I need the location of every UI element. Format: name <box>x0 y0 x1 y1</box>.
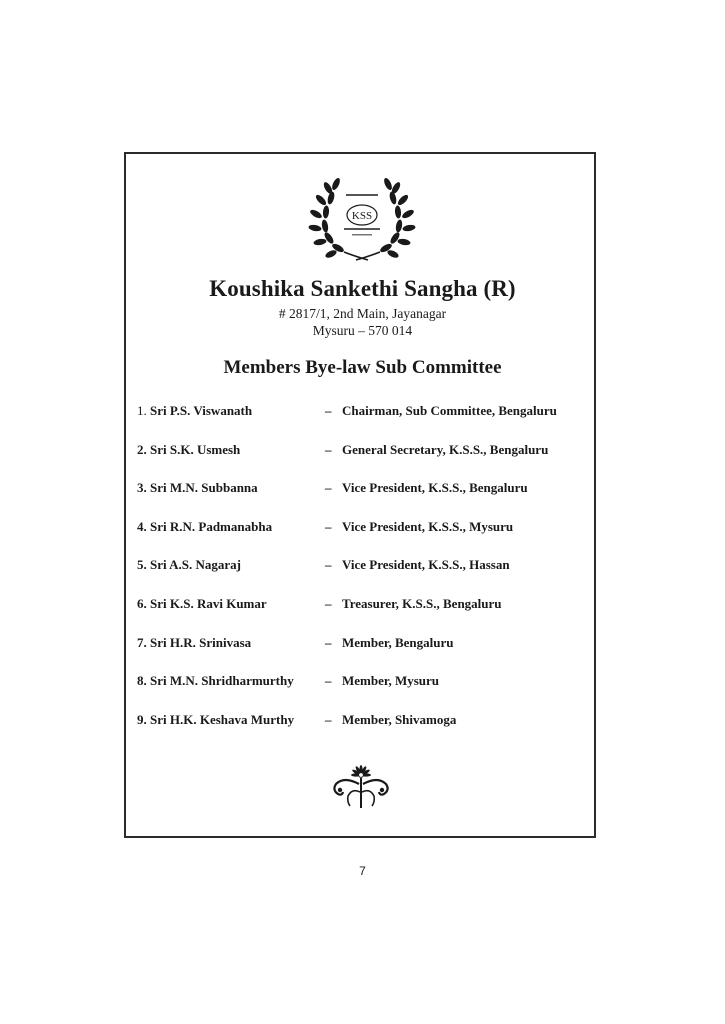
member-number: 3. <box>137 480 147 496</box>
member-name: Sri M.N. Shridharmurthy <box>150 673 294 689</box>
member-role: Vice President, K.S.S., Bengaluru <box>342 480 528 496</box>
member-row <box>137 403 587 442</box>
member-row <box>137 635 587 674</box>
member-role: Vice President, K.S.S., Hassan <box>342 557 510 573</box>
member-row <box>137 480 587 519</box>
member-role: General Secretary, K.S.S., Bengaluru <box>342 441 549 457</box>
member-role: Treasurer, K.S.S., Bengaluru <box>342 595 502 611</box>
member-number: 2. <box>137 441 147 457</box>
separator-dash: – <box>325 711 332 727</box>
member-name: Sri S.K. Usmesh <box>150 441 241 457</box>
floral-ornament-icon <box>330 764 392 810</box>
member-name: Sri H.R. Srinivasa <box>150 634 252 650</box>
member-number: 7. <box>137 634 147 650</box>
member-role: Vice President, K.S.S., Mysuru <box>342 518 514 534</box>
member-number: 5. <box>137 557 147 573</box>
member-row <box>137 442 587 481</box>
member-name: Sri M.N. Subbanna <box>150 480 258 496</box>
member-number: 4. <box>137 518 147 534</box>
separator-dash: – <box>325 673 332 689</box>
member-name: Sri R.N. Padmanabha <box>150 518 273 534</box>
separator-dash: – <box>325 634 332 650</box>
member-name: Sri H.K. Keshava Murthy <box>150 711 295 727</box>
committee-heading: Members Bye-law Sub Committee <box>223 357 502 378</box>
member-name: Sri K.S. Ravi Kumar <box>150 595 267 611</box>
member-number: 6. <box>137 595 147 611</box>
organization-name: Koushika Sankethi Sangha (R) <box>209 276 516 301</box>
member-row <box>137 519 587 558</box>
page-number: 7 <box>359 864 366 878</box>
member-role: Member, Shivamoga <box>342 711 457 727</box>
wreath-logo-icon <box>306 172 418 262</box>
member-list <box>137 403 587 750</box>
member-row <box>137 712 587 751</box>
separator-dash: – <box>325 595 332 611</box>
separator-dash: – <box>325 441 332 457</box>
member-name: Sri A.S. Nagaraj <box>150 557 241 573</box>
separator-dash: – <box>325 557 332 573</box>
member-number: 8. <box>137 673 147 689</box>
separator-dash: – <box>325 518 332 534</box>
separator-dash: – <box>325 403 332 418</box>
member-number: 1. <box>137 403 147 418</box>
separator-dash: – <box>325 480 332 496</box>
member-row <box>137 557 587 596</box>
member-number: 9. <box>137 711 147 727</box>
member-name: Sri P.S. Viswanath <box>150 403 253 418</box>
member-role: Member, Mysuru <box>342 673 440 689</box>
member-row <box>137 596 587 635</box>
address-line-1: # 2817/1, 2nd Main, Jayanagar <box>278 306 447 321</box>
logo-seal-text: KSS <box>351 210 373 222</box>
member-row <box>137 673 587 712</box>
address-line-2: Mysuru – 570 014 <box>312 323 413 338</box>
member-role: Member, Bengaluru <box>342 634 454 650</box>
member-role: Chairman, Sub Committee, Bengaluru <box>342 403 557 418</box>
